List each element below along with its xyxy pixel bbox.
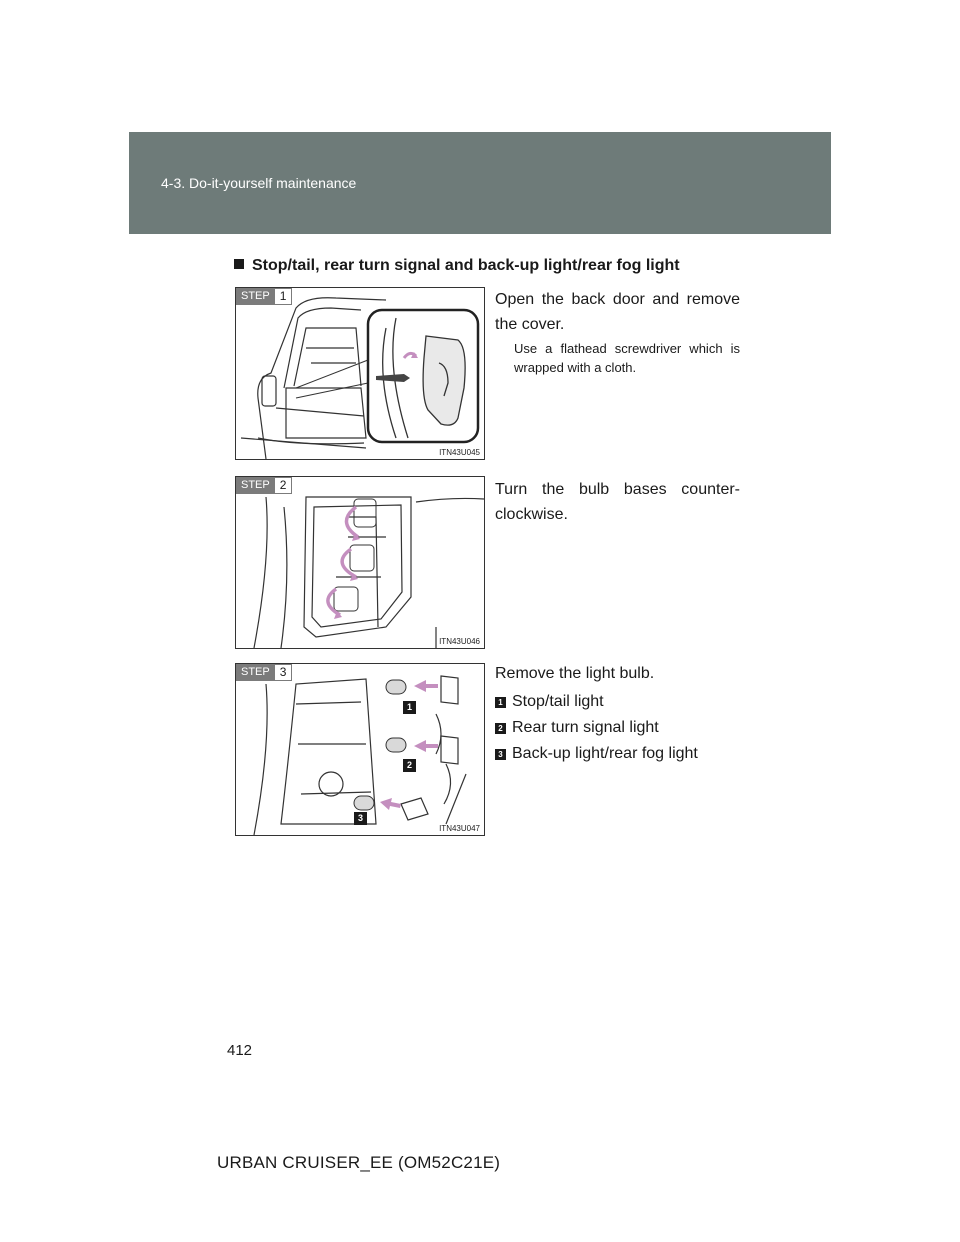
- callout-3: 3: [354, 812, 367, 825]
- step-label: STEP: [236, 288, 275, 305]
- step-2-figure: [235, 476, 485, 649]
- bulb-bases-illustration: [236, 477, 484, 648]
- step-3-tag: [236, 664, 292, 681]
- step-1-figure: [235, 287, 485, 460]
- step-2-tag: [236, 477, 292, 494]
- list-item-text: Stop/tail light: [512, 693, 604, 710]
- section-breadcrumb: 4-3. Do-it-yourself maintenance: [161, 175, 357, 191]
- figure-code: ITN43U045: [439, 448, 480, 457]
- step-1-note: Use a flathead screwdriver which is wrapped with a cloth.: [514, 341, 740, 375]
- callout-1: 1: [403, 701, 416, 714]
- callout-2: 2: [403, 759, 416, 772]
- list-number-badge: 1: [495, 697, 506, 708]
- step-1-tag: [236, 288, 292, 305]
- step-number: 3: [275, 664, 293, 681]
- list-item: [495, 689, 698, 715]
- header-bar: [129, 132, 831, 234]
- back-door-cover-illustration: [236, 288, 484, 459]
- list-number-badge: 3: [495, 749, 506, 760]
- step-number: 2: [275, 477, 293, 494]
- figure-code: ITN43U046: [439, 637, 480, 646]
- figure-code: ITN43U047: [439, 824, 480, 833]
- list-item: [495, 741, 698, 767]
- list-item-text: Rear turn signal light: [512, 719, 659, 736]
- section-title-text: Stop/tail, rear turn signal and back-up light/rear fog light: [252, 257, 680, 274]
- list-item-text: Back-up light/rear fog light: [512, 745, 698, 762]
- bulb-list: [495, 689, 698, 767]
- step-number: 1: [275, 288, 293, 305]
- step-3-text: Remove the light bulb.: [495, 665, 655, 682]
- step-label: STEP: [236, 477, 275, 494]
- step-3-figure: [235, 663, 485, 836]
- light-bulb-removal-illustration: [236, 664, 484, 835]
- list-number-badge: 2: [495, 723, 506, 734]
- list-item: [495, 715, 698, 741]
- section-title: [234, 257, 680, 275]
- footer-model: URBAN CRUISER_EE (OM52C21E): [217, 1153, 501, 1172]
- page-number: 412: [227, 1042, 253, 1059]
- step-2-text: Turn the bulb bases counter-clockwise.: [495, 481, 740, 523]
- square-bullet-icon: [234, 259, 244, 269]
- step-label: STEP: [236, 664, 275, 681]
- step-1-text: Open the back door and remove the cover.: [495, 291, 740, 333]
